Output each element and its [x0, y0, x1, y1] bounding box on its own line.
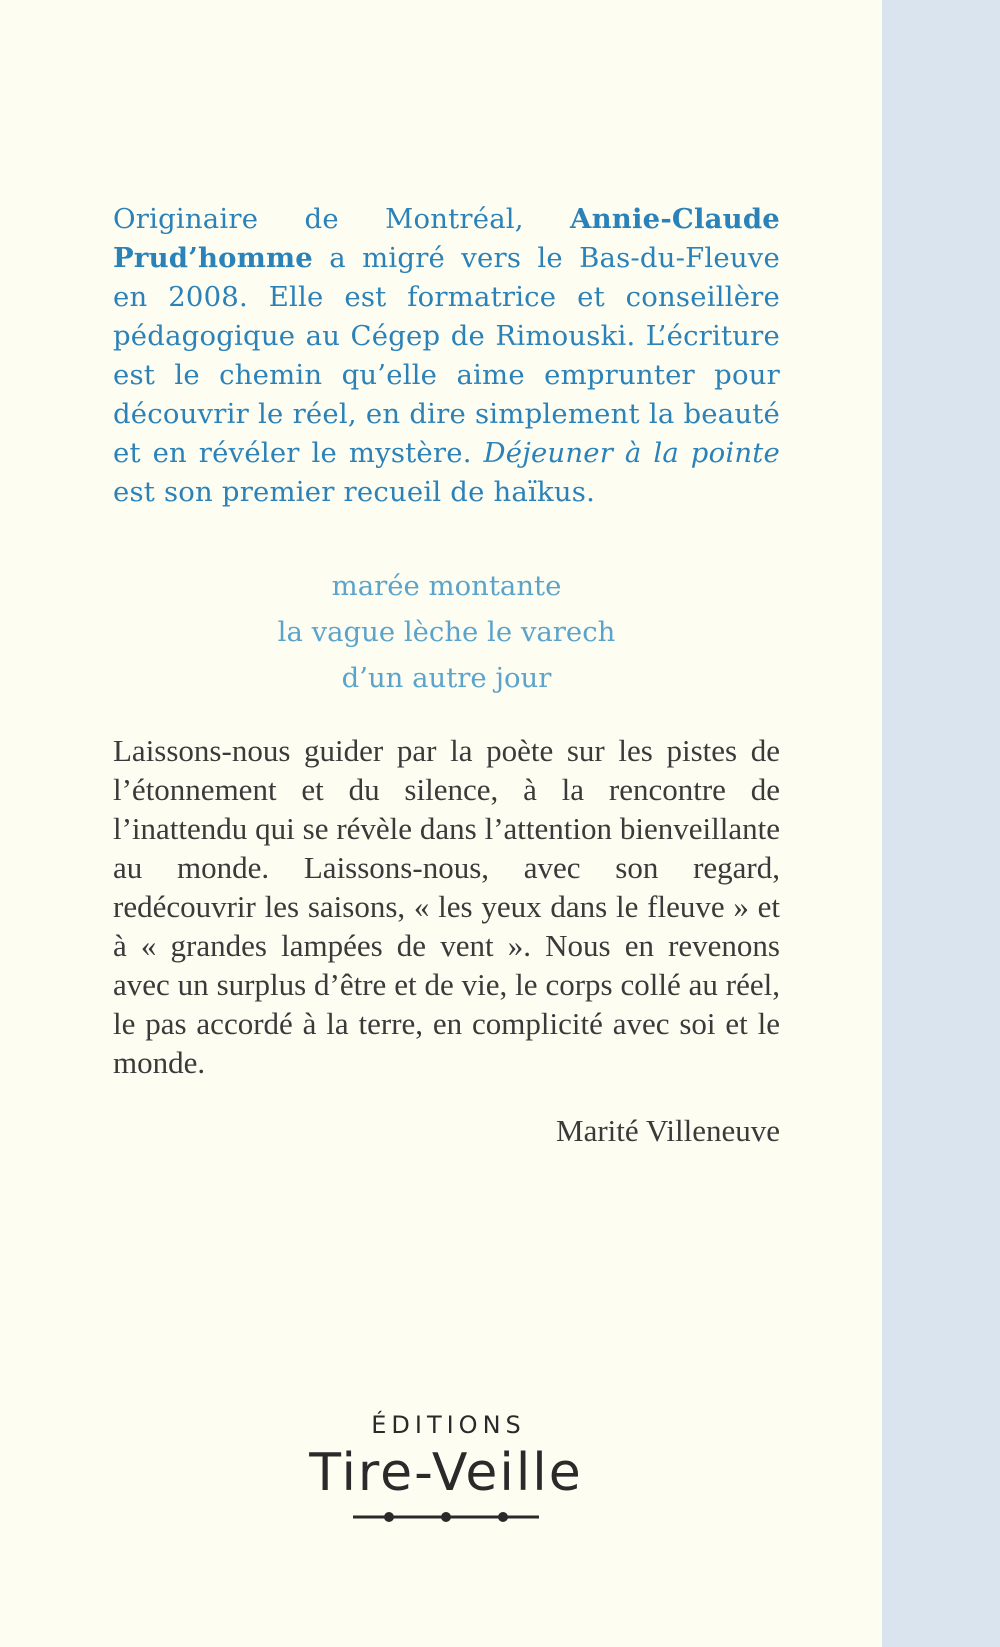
- bio-intro: Originaire de Montréal,: [113, 203, 524, 235]
- ornament-line-icon: [351, 1510, 541, 1524]
- author-name: Annie-Claude Prud’homme: [113, 203, 780, 274]
- author-bio: [113, 200, 780, 512]
- haiku-line-2: la vague lèche le varech: [277, 616, 616, 648]
- haiku-line-3: d’un autre jour: [341, 662, 552, 694]
- spine-strip: [882, 0, 1000, 1647]
- bio-middle: a migré vers le Bas-du-Fleuve en 2008. Elle est formatrice et conseillère pédagogique au Cégep de Rimouski. L’écriture est le chemin qu’elle aime emprunter pour découvrir le réel, en dire simplement la beauté et en révéler le mystère.: [113, 242, 780, 469]
- publisher-label: ÉDITIONS: [371, 1411, 526, 1439]
- bio-ending: est son premier recueil de haïkus.: [113, 476, 596, 508]
- haiku-line-1: marée montante: [331, 570, 562, 602]
- publisher-logo: [280, 1410, 612, 1524]
- publisher-name: Tire-Veille: [309, 1443, 583, 1503]
- haiku: [113, 563, 780, 701]
- review-signature: Marité Villeneuve: [556, 1113, 780, 1148]
- book-title: Déjeuner à la pointe: [483, 437, 780, 469]
- review-paragraph: Laissons-nous guider par la poète sur les pistes de l’étonnement et du silence, à la rencontre de l’inattendu qui se révèle dans l’attention bienveillante au monde. Laissons-nous, avec son regard, redécouvrir les saisons, « les yeux dans le fleuve » et à « grandes lampées de vent ». Nous en revenons avec un surplus d’être et de vie, le corps collé au réel, le pas accordé à la terre, en complicité avec soi et le monde.: [113, 733, 780, 1080]
